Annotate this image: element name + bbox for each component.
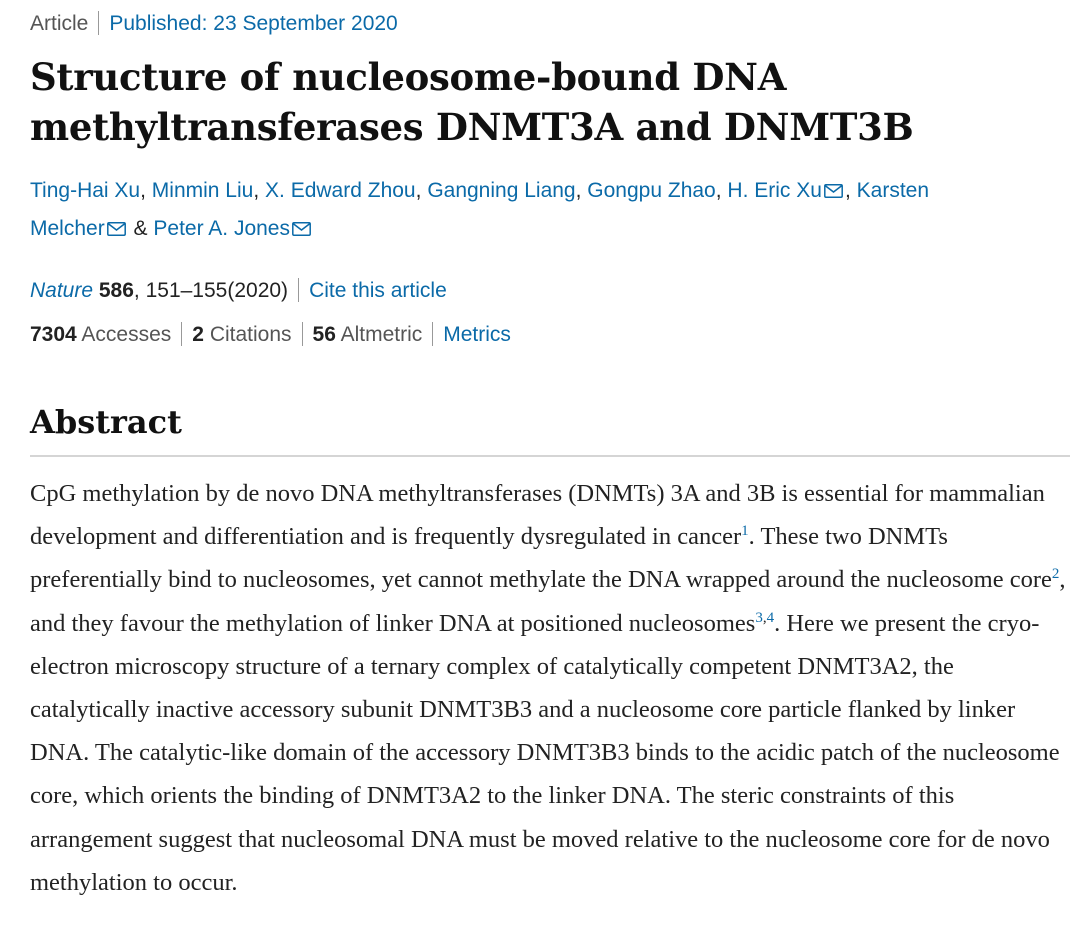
abstract-heading: Abstract	[30, 403, 182, 441]
published-date-link[interactable]: Published: 23 September 2020	[109, 12, 398, 35]
ampersand: &	[133, 217, 148, 240]
divider	[302, 322, 303, 346]
divider	[298, 278, 299, 302]
title-line-2: methyltransferases DNMT3A and DNMT3B	[30, 105, 914, 149]
author-link[interactable]: Minmin Liu	[151, 179, 254, 202]
article-title	[30, 52, 1060, 152]
citation-line	[30, 278, 447, 304]
abstract-text: CpG methylation by de novo DNA methyltransferases (DNMTs) 3A and 3B is essential for mammalian development and differentiation and is frequently dysregulated in cancer$^1$. These two DNMTs preferentially bind to nucleosomes, yet cannot methylate the DNA wrapped around the nucleosome core$^2$, and they favour the methylation of linker DNA at positioned nucleosomes$^{3,4}$. Here we present the cryo-electron microscopy structure of a ternary complex of catalytically competent DNMT3A2, the catalytically inactive accessory subunit DNMT3B3 and a nucleosome core particle flanked by linker DNA. The catalytic-like domain of the accessory DNMT3B3 binds to the acidic patch of the nucleosome core, which orients the binding of DNMT3A2 to the linker DNA. The steric constraints of this arrangement suggest that nucleosomal DNA must be moved relative to the nucleosome core for de novo methylation to occur.	[30, 480, 1066, 896]
title-line-1: Structure of nucleosome-bound DNA	[30, 55, 787, 99]
cite-article-link[interactable]: Cite this article	[309, 279, 447, 302]
divider	[181, 322, 182, 346]
author-link[interactable]: Gangning Liang	[427, 179, 576, 202]
author-link[interactable]: Gongpu Zhao	[587, 179, 716, 202]
accesses-label: Accesses	[81, 323, 172, 346]
author-link[interactable]: Karsten	[856, 179, 930, 202]
author-list: Ting-Hai Xu, Minmin Liu, X. Edward Zhou, Gangning Liang, Gongpu Zhao, H. Eric Xu , Karsten Melcher & Peter A. Jones	[30, 179, 930, 240]
citations-label: Citations	[209, 323, 292, 346]
mail-icon[interactable]	[107, 222, 126, 236]
reference-link[interactable]: 2	[1051, 566, 1060, 583]
mail-icon[interactable]	[824, 184, 843, 198]
reference-link[interactable]: 3	[755, 609, 763, 626]
accesses-count: 7304	[30, 323, 77, 346]
author-link[interactable]: Peter A. Jones	[153, 217, 290, 240]
article-meta	[30, 11, 398, 37]
article-type: Article	[30, 12, 89, 35]
metrics-bar	[30, 322, 511, 348]
altmetric-label: Altmetric	[340, 323, 423, 346]
divider	[98, 11, 99, 35]
journal-link[interactable]: Nature	[30, 279, 94, 302]
altmetric-count: 56	[312, 323, 336, 346]
volume: 586	[98, 279, 134, 302]
author-link[interactable]: Melcher	[30, 217, 105, 240]
divider	[432, 322, 433, 346]
mail-icon[interactable]	[292, 222, 311, 236]
author-link[interactable]: X. Edward Zhou	[265, 179, 416, 202]
author-link[interactable]: H. Eric Xu	[727, 179, 822, 202]
reference-link[interactable]: 4	[766, 609, 775, 626]
section-divider	[30, 455, 1070, 457]
metrics-link[interactable]: Metrics	[443, 323, 511, 346]
pages: , 151–155(2020)	[133, 279, 289, 302]
reference-link[interactable]: 1	[741, 523, 749, 540]
author-link[interactable]: Ting-Hai Xu	[30, 179, 141, 202]
citations-count: 2	[192, 323, 204, 346]
